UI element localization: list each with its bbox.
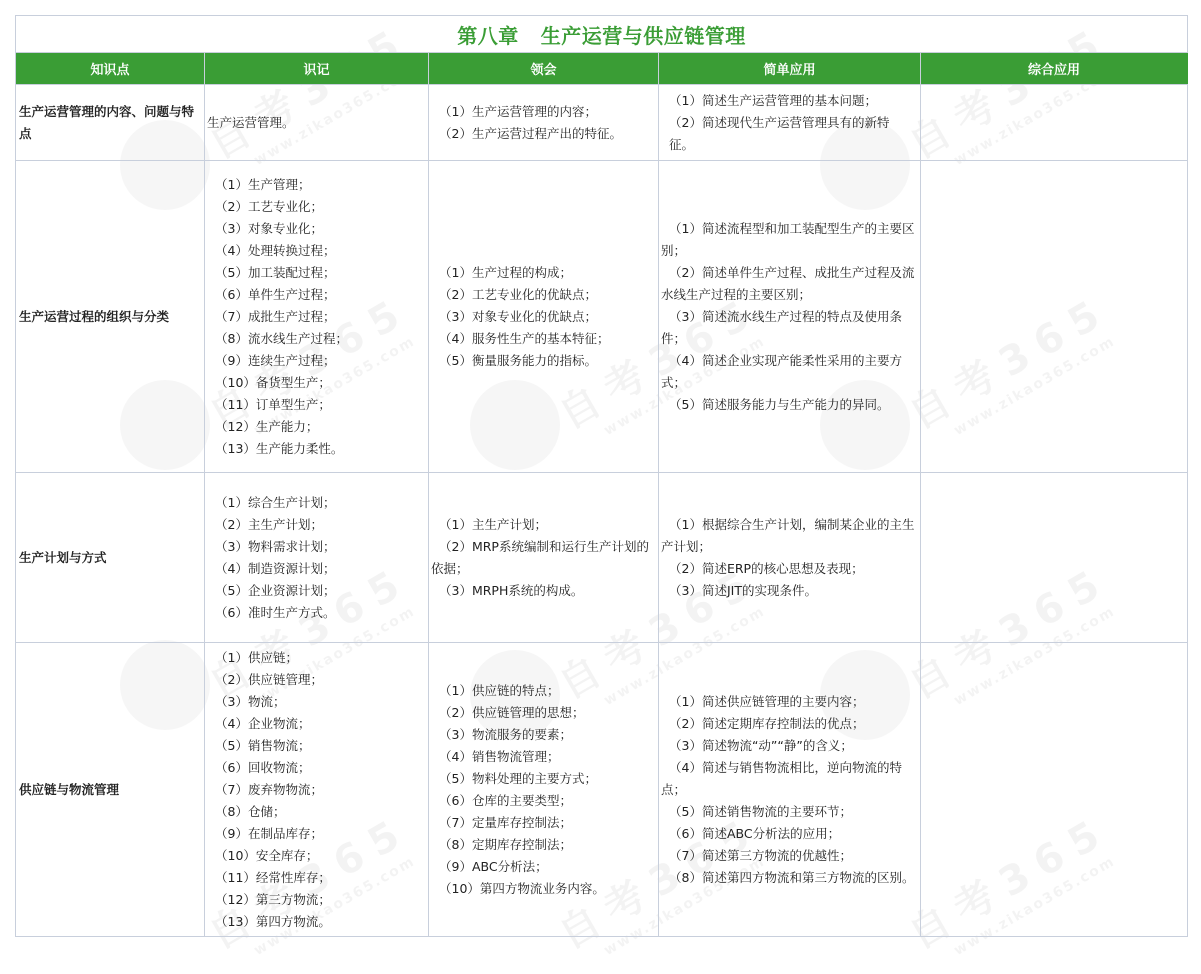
list-item: （2）工艺专业化； [215,198,323,214]
list-item: （3）物料需求计划； [215,538,336,554]
list-item: （1）供应链； [215,649,298,665]
list-item: （7）成批生产过程； [215,308,336,324]
list-item: （10）备货型生产； [215,374,331,390]
simple-apply-cell [659,473,921,643]
list-item: （11）经常性库存； [215,869,331,885]
comprehensive-apply-cell [921,643,1188,937]
list-item: （2）供应链管理的思想； [439,704,585,720]
column-header-understand: 领会 [429,53,659,85]
list-item: （2）MRP系统编制和运行生产计划的依据； [431,538,649,576]
column-header-comprehensive-apply: 综合应用 [921,53,1188,85]
list-item: （4）处理转换过程； [215,242,336,258]
list-item: （1）简述生产运营管理的基本问题； [669,92,877,108]
column-header-remember: 识记 [205,53,429,85]
list-item: （4）服务性生产的基本特征； [439,330,610,346]
understand-cell [429,161,659,473]
list-item: （2）工艺专业化的优缺点； [439,286,597,302]
list-item: （2）简述定期库存控制法的优点； [669,715,865,731]
list-item: （9）ABC分析法； [439,858,548,874]
list-item: （9）连续生产过程； [215,352,336,368]
list-item: （2）生产运营过程产出的特征。 [439,125,622,141]
list-item: （3）物流服务的要素； [439,726,572,742]
list-item: （3）简述流水线生产过程的特点及使用条件； [661,308,902,346]
list-item: （1）生产运营管理的内容； [439,103,597,119]
simple-apply-cell [659,161,921,473]
topic-cell: 供应链与物流管理 [16,643,205,937]
list-item: （12）生产能力； [215,418,319,434]
list-item: （5）销售物流； [215,737,311,753]
list-item: （6）仓库的主要类型； [439,792,572,808]
list-item: （12）第三方物流； [215,891,331,907]
column-header-knowledge-point: 知识点 [16,53,205,85]
chapter-number: 第八章 [457,23,519,48]
topic-cell: 生产运营过程的组织与分类 [16,161,205,473]
comprehensive-apply-cell [921,473,1188,643]
list-item: （4）制造资源计划； [215,560,336,576]
list-item: （3）对象专业化； [215,220,323,236]
list-item: （8）简述第四方物流和第三方物流的区别。 [669,869,915,885]
list-item: （2）供应链管理； [215,671,323,687]
list-item: （5）简述销售物流的主要环节； [669,803,852,819]
list-item: （3）物流； [215,693,286,709]
remember-cell [205,643,429,937]
list-item: （6）准时生产方式。 [215,604,336,620]
chapter-title [16,16,1188,53]
list-item: （1）主生产计划； [439,516,547,532]
list-item: （4）企业物流； [215,715,311,731]
list-item: （5）加工装配过程； [215,264,336,280]
remember-cell [205,473,429,643]
list-item: （10）第四方物流业务内容。 [439,880,605,896]
understand-cell [429,85,659,161]
list-item: （2）主生产计划； [215,516,323,532]
list-item: （1）简述供应链管理的主要内容； [669,693,865,709]
list-item: （1）简述流程型和加工装配型生产的主要区别； [661,220,915,258]
list-item: （2）简述现代生产运营管理具有的新特征。 [669,114,890,152]
list-item: （1）生产管理； [215,176,311,192]
table-row [16,161,1188,473]
simple-apply-cell [659,643,921,937]
comprehensive-apply-cell [921,85,1188,161]
list-item: （8）定期库存控制法； [439,836,572,852]
list-item: （4）销售物流管理； [439,748,560,764]
list-item: （5）企业资源计划； [215,582,336,598]
list-item: （10）安全库存； [215,847,319,863]
list-item: （3）对象专业化的优缺点； [439,308,597,324]
list-item: （2）简述单件生产过程、成批生产过程及流水线生产过程的主要区别； [661,264,915,302]
list-item: （5）衡量服务能力的指标。 [439,352,597,368]
list-item: （7）简述第三方物流的优越性； [669,847,852,863]
remember-cell [205,85,429,161]
comprehensive-apply-cell [921,161,1188,473]
list-item: 生产运营管理。 [207,114,295,130]
list-item: （3）MRPH系统的构成。 [439,582,584,598]
list-item: （1）生产过程的构成； [439,264,572,280]
list-item: （4）简述企业实现产能柔性采用的主要方式； [661,352,902,390]
topic-cell: 生产计划与方式 [16,473,205,643]
simple-apply-cell [659,85,921,161]
understand-cell [429,473,659,643]
list-item: （6）简述ABC分析法的应用； [669,825,841,841]
list-item: （6）单件生产过程； [215,286,336,302]
list-item: （1）根据综合生产计划，编制某企业的主生产计划； [661,516,915,554]
list-item: （7）定量库存控制法； [439,814,572,830]
list-item: （13）第四方物流。 [215,913,331,929]
table-row [16,473,1188,643]
list-item: （8）仓储； [215,803,286,819]
list-item: （9）在制品库存； [215,825,323,841]
list-item: （11）订单型生产； [215,396,331,412]
list-item: （13）生产能力柔性。 [215,440,344,456]
list-item: （7）废弃物物流； [215,781,323,797]
list-item: （3）简述物流“动”“静”的含义； [669,737,853,753]
list-item: （8）流水线生产过程； [215,330,348,346]
list-item: （3）简述JIT的实现条件。 [669,582,817,598]
syllabus-table [15,15,1188,937]
list-item: （5）简述服务能力与生产能力的异同。 [669,396,890,412]
list-item: （6）回收物流； [215,759,311,775]
list-item: （2）简述ERP的核心思想及表现； [669,560,864,576]
topic-cell: 生产运营管理的内容、问题与特点 [16,85,205,161]
table-row [16,85,1188,161]
chapter-name: 生产运营与供应链管理 [540,23,746,48]
remember-cell [205,161,429,473]
list-item: （1）供应链的特点； [439,682,560,698]
list-item: （5）物料处理的主要方式； [439,770,597,786]
list-item: （1）综合生产计划； [215,494,336,510]
table-row [16,643,1188,937]
table-header-row [16,53,1188,85]
column-header-simple-apply: 简单应用 [659,53,921,85]
understand-cell [429,643,659,937]
list-item: （4）简述与销售物流相比，逆向物流的特点； [661,759,902,797]
